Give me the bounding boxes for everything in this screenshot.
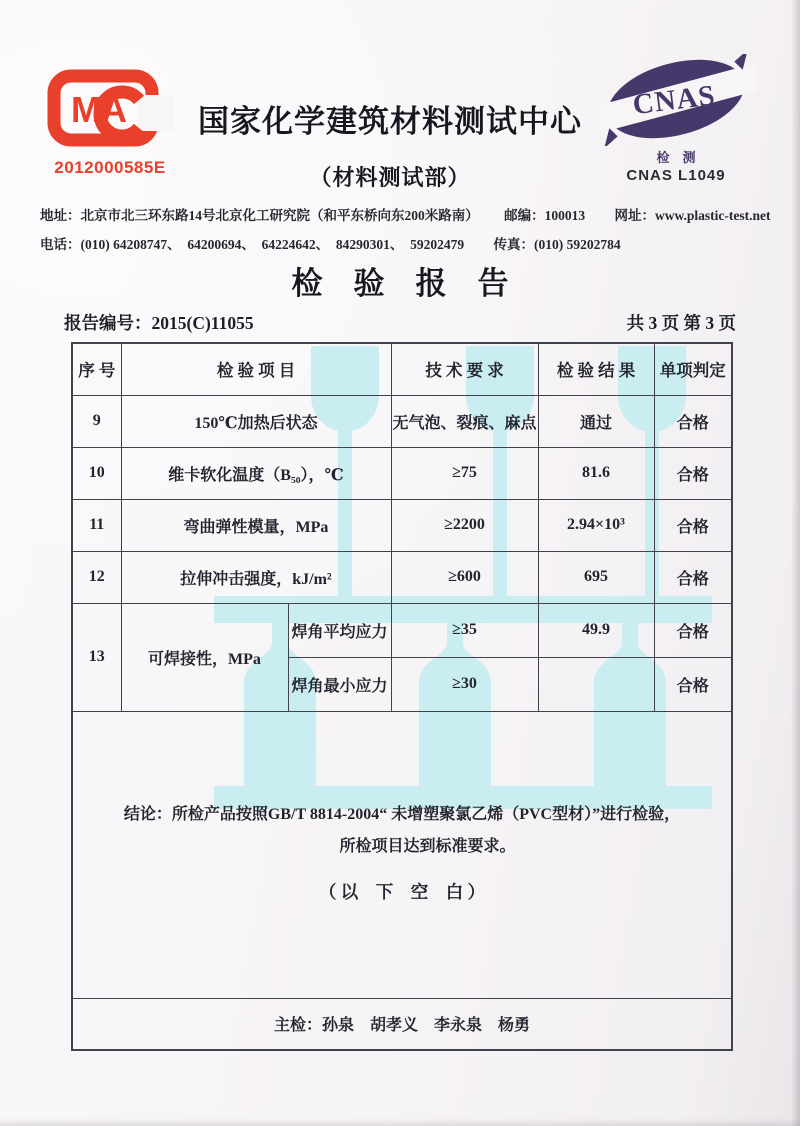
row-result: 695 [538,551,654,603]
cma-logo-block [47,66,173,178]
row-item: 拉伸冲击强度，kJ/m² [121,551,391,603]
conclusion-label: 结论： [123,805,172,823]
row-requirement: 无气泡、裂痕、麻点 [391,395,538,447]
header-result: 检 验 结 果 [538,343,654,395]
row-result: 49.9 [538,603,654,657]
row-item: 弯曲弹性模量，MPa [121,499,391,551]
row-verdict: 合格 [654,499,732,551]
results-table-wrap [71,342,733,1051]
row-verdict: 合格 [654,447,732,499]
zip-label: 邮编： [504,208,545,223]
signature-row [72,998,732,1050]
address-value: 北京市北三环东路14号北京化工研究院（和平东桥向东200米路南） [80,208,479,223]
org-title: 国家化学建筑材料测试中心 [198,104,582,139]
row-item: 维卡软化温度（B₅₀），℃ [121,447,391,499]
fax-value: (010) 59202784 [534,237,621,252]
org-subtitle: （材料测试部） [309,165,471,190]
chief-inspector-label: 主检： [273,1017,322,1035]
website-label: 网址： [614,208,655,223]
row-verdict: 合格 [654,657,732,711]
phone-value: (010) 64208747、 64200694、 64224642、 84290301、 59202479 [80,237,465,252]
contact-phone-row [40,233,766,253]
row-requirement: ≥75 [391,447,538,499]
row-no: 12 [72,551,121,603]
cnas-logo [596,54,756,146]
conclusion-cell [72,711,732,998]
row-requirement: ≥35 [391,603,538,657]
table-row [72,395,732,447]
row-verdict: 合格 [654,395,732,447]
phone-label: 电话： [40,237,81,252]
conclusion-row [72,711,732,998]
row-requirement: ≥2200 [391,499,538,551]
table-row [72,447,732,499]
cnas-mark-text: 检 测 [656,150,696,165]
conclusion-paragraph [73,802,731,828]
row-result: 2.94×10³ [538,499,654,551]
cnas-logo-block [592,54,760,184]
chief-inspector-names: 孙泉 胡孝义 李永泉 杨勇 [322,1017,531,1035]
row-verdict: 合格 [654,551,732,603]
header-no: 序 号 [72,343,121,395]
row-result-empty [538,657,654,711]
row-no: 9 [72,395,121,447]
table-row [72,499,732,551]
report-pagination: 共 3 页 第 3 页 [626,313,736,333]
row-no: 10 [72,447,121,499]
website-value: www.plastic-test.net [655,208,771,223]
row-sub-item: 焊角最小应力 [288,657,391,711]
cnas-letters: CNAS [631,79,718,122]
address-label: 地址： [40,208,81,223]
report-number [64,310,254,335]
table-row [72,603,732,657]
conclusion-line1: 所检产品按照GB/T 8814-2004“ 未增塑聚氯乙烯（PVC型材）”进行检验， [171,805,681,823]
cma-logo [47,66,173,152]
zip-value: 100013 [544,208,586,223]
cnas-certificate-number: CNAS L1049 [626,167,726,184]
table-header-row [72,343,732,395]
row-sub-item: 焊角平均应力 [288,603,391,657]
report-number-label: 报告编号： [64,313,152,333]
header-verdict: 单项判定 [654,343,732,395]
row-item: 可焊接性，MPa [121,603,288,711]
table-row [72,551,732,603]
header-item: 检 验 项 目 [121,343,391,395]
fax-label: 传真： [493,237,534,252]
report-meta-row [64,310,736,335]
blank-below-note: （ 以 下 空 白 ） [318,882,486,903]
row-result: 81.6 [538,447,654,499]
signature-cell [72,998,732,1050]
header-requirement: 技 术 要 求 [391,343,538,395]
row-item: 150℃加热后状态 [121,395,391,447]
org-header [178,96,602,192]
results-table [71,342,733,1051]
contact-address-row [40,204,771,224]
report-number-value: 2015(C)11055 [151,313,254,333]
row-no: 11 [72,499,121,551]
conclusion-line2: 所检项目达到标准要求。 [339,838,516,856]
report-title: 检 验 报 告 [291,266,509,301]
contact-block [40,204,771,262]
row-verdict: 合格 [654,603,732,657]
row-requirement: ≥600 [391,551,538,603]
cma-letters: MA [71,89,127,130]
row-requirement: ≥30 [391,657,538,711]
row-result: 通过 [538,395,654,447]
row-no: 13 [72,603,121,711]
cma-certificate-number: 2012000585E [54,158,166,177]
